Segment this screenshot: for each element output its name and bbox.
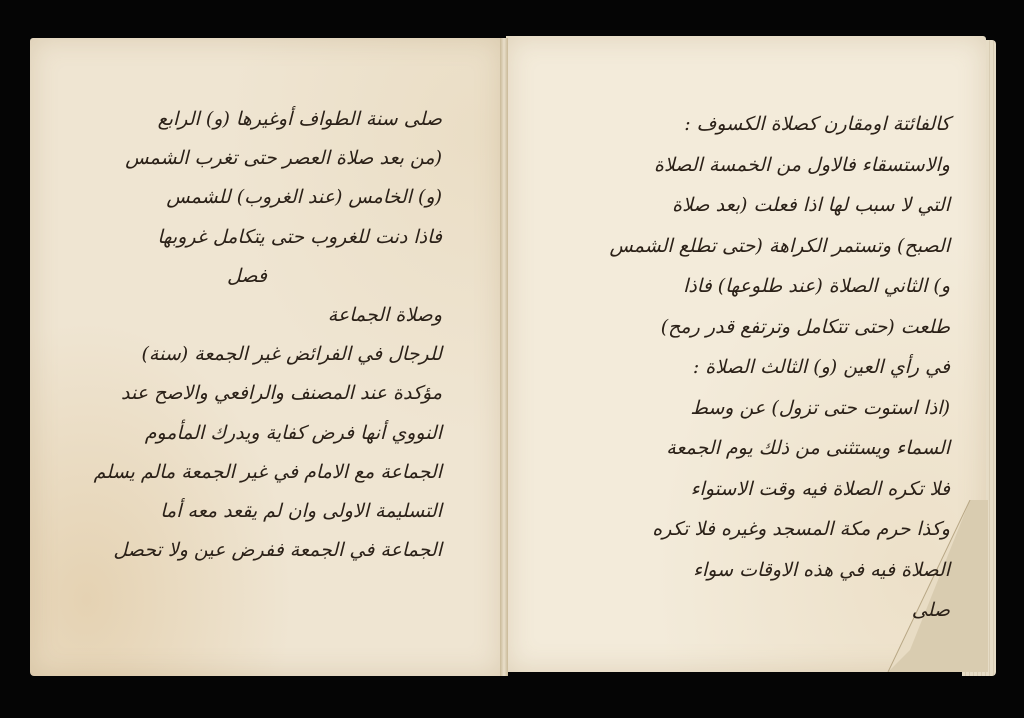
- text-line: (و) الخامس (عند الغروب) للشمس: [166, 186, 442, 209]
- text-line: والاستسقاء فالاول من الخمسة الصلاة: [653, 153, 950, 176]
- text-line: فلا تكره الصلاة فيه وقت الاستواء: [690, 477, 950, 500]
- text-line: و) الثاني الصلاة (عند طلوعها) فاذا: [683, 275, 950, 297]
- text-line: الصبح) وتستمر الكراهة (حتى تطلع الشمس: [609, 234, 950, 257]
- text-line: فاذا دنت للغروب حتى يتكامل غروبها: [157, 225, 442, 248]
- text-line: (من بعد صلاة العصر حتى تغرب الشمس: [125, 147, 442, 170]
- text-line: طلعت (حتى تتكامل وترتفع قدر رمح): [660, 315, 950, 338]
- right-page-text: [530, 104, 950, 631]
- text-line: مؤكدة عند المصنف والرافعي والاصح عند: [121, 382, 442, 405]
- text-line: كالفائتة اومقارن كصلاة الكسوف :: [684, 113, 950, 135]
- text-line: في رأي العين (و) الثالث الصلاة :: [692, 356, 950, 378]
- text-line: وصلاة الجماعة: [327, 303, 442, 326]
- text-line: الجماعة في الجمعة ففرض عين ولا تحصل: [113, 539, 442, 562]
- left-page-text: [52, 100, 442, 570]
- catchword: صلى: [911, 599, 950, 621]
- text-line: التي لا سبب لها اذا فعلت (بعد صلاة: [672, 194, 950, 216]
- text-line: وكذا حرم مكة المسجد وغيره فلا تكره: [652, 518, 950, 540]
- section-heading: فصل: [227, 264, 267, 287]
- text-line: النووي أنها فرض كفاية ويدرك المأموم: [144, 421, 442, 444]
- text-line: الجماعة مع الامام في غير الجمعة مالم يسلم: [93, 460, 442, 483]
- text-line: للرجال في الفرائض غير الجمعة (سنة): [141, 343, 442, 366]
- text-line: السماء ويستثنى من ذلك يوم الجمعة: [666, 437, 950, 459]
- text-line: (اذا استوت حتى تزول) عن وسط: [690, 396, 950, 419]
- book-spine: [500, 38, 508, 676]
- text-line: صلى سنة الطواف أوغيرها (و) الرابع: [157, 108, 442, 130]
- text-line: التسليمة الاولى وان لم يقعد معه أما: [160, 499, 442, 522]
- text-line: الصلاة فيه في هذه الاوقات سواء: [693, 558, 950, 581]
